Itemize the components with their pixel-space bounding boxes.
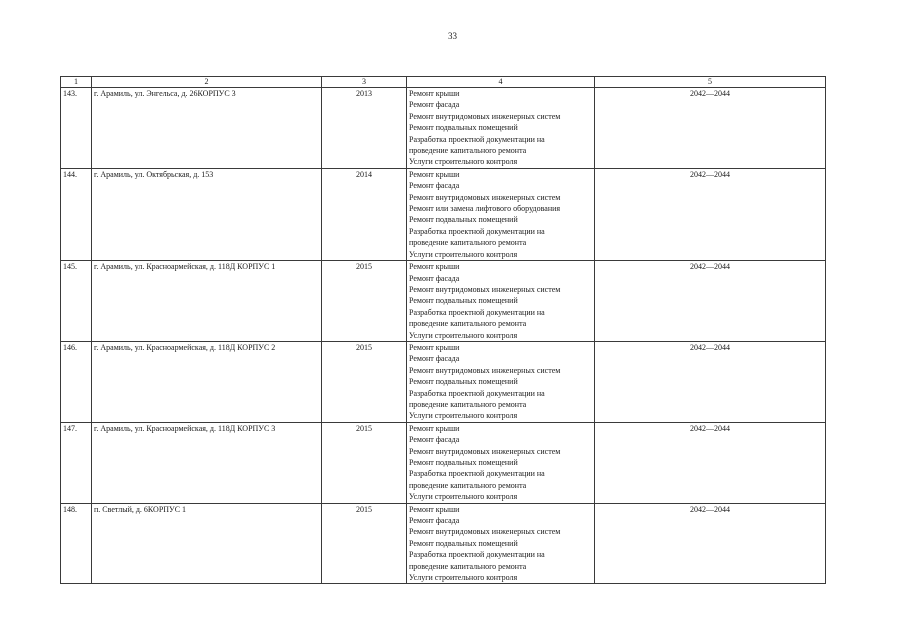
work-item: проведение капитального ремонта bbox=[409, 399, 527, 409]
table-body bbox=[61, 88, 826, 584]
table-header bbox=[61, 77, 826, 88]
work-item: Ремонт внутридомовых инженерных систем bbox=[409, 446, 561, 456]
work-item: Услуги строительного контроля bbox=[409, 330, 518, 340]
works-cell bbox=[407, 88, 595, 169]
work-item: Ремонт подвальных помещений bbox=[409, 538, 518, 548]
year-cell: 2015 bbox=[322, 341, 407, 422]
repair-schedule-table bbox=[60, 76, 826, 584]
works-cell bbox=[407, 168, 595, 260]
table-row bbox=[61, 341, 826, 422]
address-cell: г. Арамиль, ул. Красноармейская, д. 118Д КОРПУС 2 bbox=[92, 341, 322, 422]
work-item: Ремонт фасада bbox=[409, 100, 460, 110]
table-row bbox=[61, 88, 826, 169]
work-item: Ремонт крыши bbox=[409, 342, 460, 352]
works-cell bbox=[407, 341, 595, 422]
work-item: проведение капитального ремонта bbox=[409, 561, 527, 571]
works-cell bbox=[407, 422, 595, 503]
work-item: Разработка проектной документации на bbox=[409, 307, 545, 317]
works-cell bbox=[407, 261, 595, 342]
page-number: 33 bbox=[448, 31, 457, 41]
year-cell: 2014 bbox=[322, 168, 407, 260]
work-item: Ремонт подвальных помещений bbox=[409, 296, 518, 306]
row-number: 143. bbox=[61, 88, 92, 169]
work-item: проведение капитального ремонта bbox=[409, 480, 527, 490]
address-cell: г. Арамиль, ул. Энгельса, д. 26КОРПУС 3 bbox=[92, 88, 322, 169]
header-row bbox=[61, 77, 826, 88]
work-item: Ремонт фасада bbox=[409, 354, 460, 364]
work-item: Услуги строительного контроля bbox=[409, 573, 518, 583]
table-row bbox=[61, 503, 826, 584]
work-item: Ремонт подвальных помещений bbox=[409, 458, 518, 467]
work-item: Ремонт крыши bbox=[409, 89, 460, 98]
year-cell: 2015 bbox=[322, 503, 407, 584]
work-item: Ремонт внутридомовых инженерных систем bbox=[409, 111, 561, 121]
row-number: 147. bbox=[61, 422, 92, 503]
period-cell: 2042—2044 bbox=[595, 168, 826, 260]
work-item: Ремонт внутридомовых инженерных систем bbox=[409, 365, 561, 375]
header-col-2: 2 bbox=[92, 77, 322, 88]
work-item: Услуги строительного контроля bbox=[409, 249, 518, 259]
address-cell: г. Арамиль, ул. Октябрьская, д. 153 bbox=[92, 168, 322, 260]
header-col-5: 5 bbox=[595, 77, 826, 88]
address-cell: п. Светлый, д. 6КОРПУС 1 bbox=[92, 503, 322, 584]
header-col-3: 3 bbox=[322, 77, 407, 88]
period-cell: 2042—2044 bbox=[595, 422, 826, 503]
work-item: проведение капитального ремонта bbox=[409, 146, 527, 156]
table-row bbox=[61, 168, 826, 260]
work-item: Разработка проектной документации на bbox=[409, 469, 545, 479]
works-cell bbox=[407, 503, 595, 584]
work-item: Ремонт крыши bbox=[409, 262, 460, 272]
period-cell: 2042—2044 bbox=[595, 261, 826, 342]
work-item: Ремонт внутридомовых инженерных систем bbox=[409, 284, 561, 294]
period-cell: 2042—2044 bbox=[595, 341, 826, 422]
work-item: Услуги строительного контроля bbox=[409, 411, 518, 421]
work-item: проведение капитального ремонта bbox=[409, 319, 527, 329]
work-item: Услуги строительного контроля bbox=[409, 492, 518, 502]
row-number: 148. bbox=[61, 503, 92, 584]
work-item: проведение капитального ремонта bbox=[409, 238, 527, 248]
row-number: 146. bbox=[61, 341, 92, 422]
work-item: Ремонт крыши bbox=[409, 169, 460, 179]
work-item: Ремонт внутридомовых инженерных систем bbox=[409, 527, 561, 537]
work-item: Ремонт фасада bbox=[409, 273, 460, 283]
work-item: Разработка проектной документации на bbox=[409, 134, 545, 144]
row-number: 144. bbox=[61, 168, 92, 260]
work-item: Разработка проектной документации на bbox=[409, 550, 545, 560]
table-row bbox=[61, 422, 826, 503]
work-item: Ремонт фасада bbox=[409, 516, 460, 526]
work-item: Ремонт подвальных помещений bbox=[409, 123, 518, 133]
address-cell: г. Арамиль, ул. Красноармейская, д. 118Д КОРПУС 3 bbox=[92, 422, 322, 503]
work-item: Ремонт фасада bbox=[409, 435, 460, 445]
period-cell: 2042—2044 bbox=[595, 503, 826, 584]
work-item: Ремонт крыши bbox=[409, 423, 460, 433]
header-col-1: 1 bbox=[61, 77, 92, 88]
work-item: Ремонт фасада bbox=[409, 181, 460, 191]
work-item: Разработка проектной документации на bbox=[409, 388, 545, 398]
work-item: Ремонт подвальных помещений bbox=[409, 377, 518, 387]
table-row bbox=[61, 261, 826, 342]
row-number: 145. bbox=[61, 261, 92, 342]
year-cell: 2015 bbox=[322, 422, 407, 503]
work-item: Ремонт внутридомовых инженерных систем bbox=[409, 192, 561, 202]
work-item: Услуги строительного контроля bbox=[409, 157, 518, 167]
work-item: Ремонт или замена лифтового оборудования bbox=[409, 204, 561, 214]
work-item: Ремонт подвальных помещений bbox=[409, 215, 518, 225]
address-cell: г. Арамиль, ул. Красноармейская, д. 118Д КОРПУС 1 bbox=[92, 261, 322, 342]
year-cell: 2013 bbox=[322, 88, 407, 169]
work-item: Разработка проектной документации на bbox=[409, 226, 545, 236]
work-item: Ремонт крыши bbox=[409, 504, 460, 514]
header-col-4: 4 bbox=[407, 77, 595, 88]
period-cell: 2042—2044 bbox=[595, 88, 826, 169]
year-cell: 2015 bbox=[322, 261, 407, 342]
